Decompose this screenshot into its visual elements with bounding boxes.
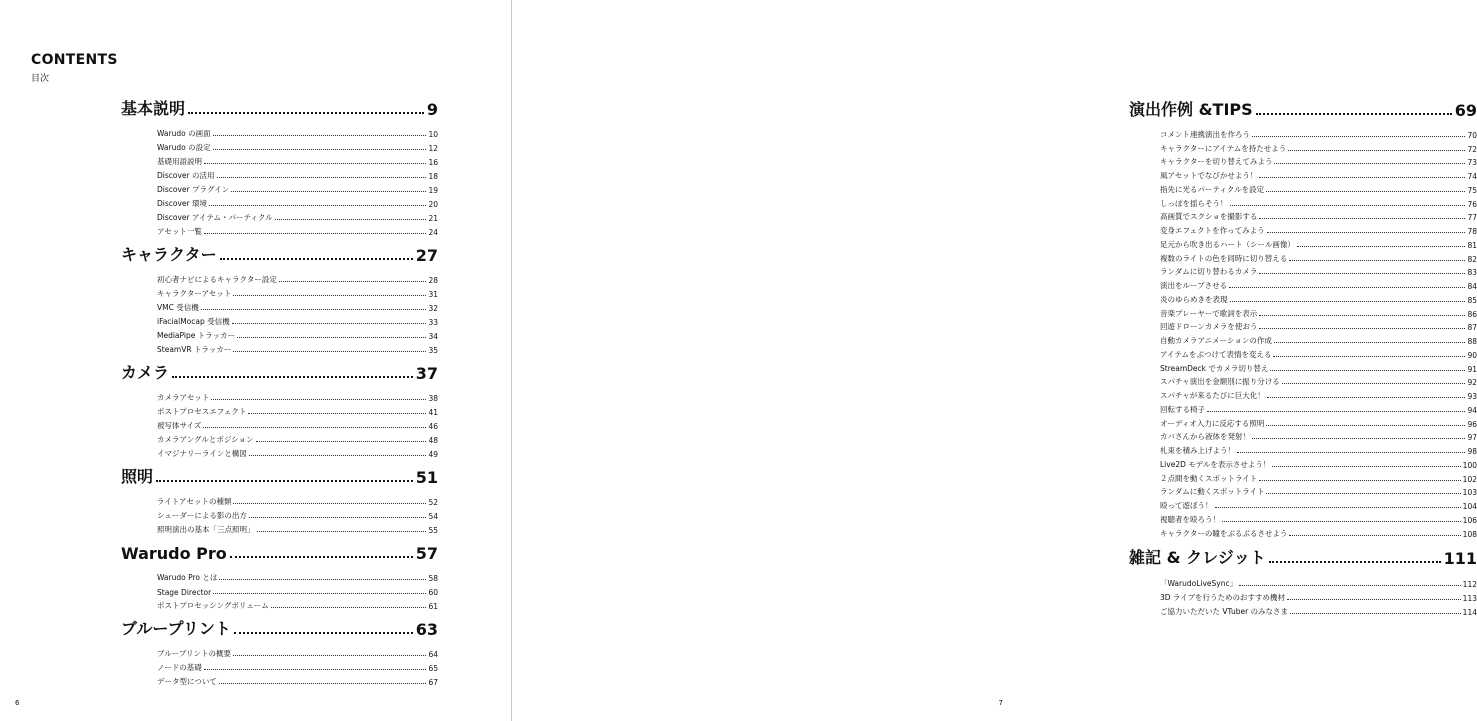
entry-title: アイテムをぶつけて表情を変える bbox=[1160, 349, 1272, 359]
toc-entry bbox=[1160, 401, 1477, 415]
entry-page-number: 33 bbox=[428, 318, 438, 327]
toc-section bbox=[121, 616, 438, 639]
page-number-right: 7 bbox=[998, 699, 1003, 707]
toc-entry bbox=[1160, 576, 1477, 590]
dot-leader bbox=[1289, 260, 1465, 261]
entry-page-number: 54 bbox=[428, 512, 438, 521]
entry-title: カメラアセット bbox=[157, 393, 210, 402]
toc-entry bbox=[157, 389, 438, 403]
entry-page-number: 78 bbox=[1467, 227, 1477, 236]
entry-title: 演出をループさせる bbox=[1160, 281, 1228, 290]
toc-entry bbox=[1160, 360, 1477, 374]
dot-leader bbox=[204, 669, 427, 670]
entry-title: 札束を積み上げよう！ bbox=[1160, 446, 1235, 455]
entry-title: Discover プラグイン bbox=[157, 185, 230, 194]
section-title: カメラ bbox=[121, 363, 170, 382]
dot-leader bbox=[1282, 383, 1466, 384]
entry-title: 「WarudoLiveSync」 bbox=[1160, 579, 1238, 589]
entry-title: しっぽを揺らそう！ bbox=[1160, 198, 1228, 208]
toc-entry bbox=[1160, 250, 1477, 264]
entry-page-number: 28 bbox=[428, 276, 438, 285]
toc-entry bbox=[157, 271, 438, 285]
toc-entry bbox=[1160, 236, 1477, 250]
entry-page-number: 106 bbox=[1462, 515, 1477, 525]
entry-title: Live2D モデルを表示させよう！ bbox=[1160, 459, 1271, 469]
entry-title: 初心者ナビによるキャラクター設定 bbox=[157, 275, 277, 284]
entry-title: 3D ライブを行うためのおすすめ機材 bbox=[1160, 593, 1286, 602]
dot-leader bbox=[1207, 411, 1465, 412]
entry-title: VMC 受信機 bbox=[157, 303, 199, 312]
entry-page-number: 72 bbox=[1467, 144, 1477, 154]
entry-page-number: 83 bbox=[1467, 268, 1477, 278]
dot-leader bbox=[1266, 191, 1465, 192]
dot-leader bbox=[232, 323, 427, 324]
dot-leader bbox=[213, 135, 427, 136]
entry-page-number: 21 bbox=[428, 214, 438, 223]
entry-title: 複数のライトの色を同時に切り替える bbox=[1160, 253, 1288, 263]
toc-entry bbox=[1160, 374, 1477, 388]
dot-leader bbox=[204, 163, 426, 164]
entry-page-number: 38 bbox=[428, 394, 438, 403]
entry-title: オーディオ入力に反応する照明 bbox=[1160, 418, 1265, 428]
section-page-number: 27 bbox=[415, 246, 438, 265]
entry-title: ブループリントの概要 bbox=[157, 649, 232, 658]
dot-leader bbox=[201, 309, 427, 310]
entry-page-number: 32 bbox=[428, 304, 438, 313]
entry-title: データ型について bbox=[157, 677, 217, 686]
toc-entry bbox=[157, 195, 438, 209]
dot-leader bbox=[204, 233, 427, 234]
entry-page-number: 98 bbox=[1467, 447, 1477, 456]
entry-page-number: 93 bbox=[1467, 392, 1477, 401]
entry-page-number: 65 bbox=[428, 664, 438, 673]
dot-leader bbox=[1259, 273, 1465, 274]
entry-page-number: 76 bbox=[1467, 199, 1477, 209]
entry-title: Stage Director bbox=[157, 588, 212, 597]
toc-section bbox=[1129, 96, 1477, 120]
entry-title: カメラアングルとポジション bbox=[157, 435, 254, 444]
dot-leader bbox=[1222, 521, 1461, 522]
entry-title: Warudo Pro とは bbox=[157, 573, 218, 582]
dot-leader bbox=[1290, 613, 1461, 614]
entry-title: 照明演出の基本「三点照明」 bbox=[157, 525, 255, 534]
toc-entry bbox=[1160, 195, 1477, 209]
entry-title: StreamDeck でカメラ切り替え bbox=[1160, 363, 1269, 373]
toc-entry bbox=[1160, 264, 1477, 278]
entry-page-number: 31 bbox=[428, 290, 438, 299]
toc-entry bbox=[1160, 511, 1477, 525]
toc-section bbox=[121, 96, 438, 119]
entry-title: キャラクターにアイテムを持たせよう bbox=[1160, 143, 1287, 153]
toc-entry bbox=[1160, 387, 1477, 401]
entry-title: イマジナリーラインと構図 bbox=[157, 449, 247, 458]
toc-section bbox=[121, 540, 438, 563]
entry-page-number: 87 bbox=[1467, 323, 1477, 333]
toc-entry bbox=[1160, 305, 1477, 319]
section-page-number: 69 bbox=[1454, 101, 1477, 120]
section-title: ブループリント bbox=[121, 619, 231, 638]
entry-title: Warudo の設定 bbox=[157, 143, 211, 152]
dot-leader bbox=[233, 503, 426, 504]
dot-leader bbox=[233, 295, 426, 296]
entry-page-number: 70 bbox=[1467, 130, 1477, 140]
toc-section bbox=[121, 242, 438, 265]
dot-leader bbox=[211, 399, 426, 400]
entry-page-number: 60 bbox=[428, 588, 438, 597]
entry-title: スパチャが来るたびに巨大化！ bbox=[1160, 391, 1265, 400]
entry-page-number: 58 bbox=[428, 574, 438, 583]
contents-subheading: 目次 bbox=[31, 74, 50, 84]
toc-entry bbox=[1160, 525, 1477, 539]
toc-entry bbox=[157, 507, 438, 521]
toc-entry bbox=[157, 431, 438, 445]
entry-page-number: 75 bbox=[1467, 185, 1477, 195]
toc-entry bbox=[157, 417, 438, 431]
entry-title: Warudo の画面 bbox=[157, 129, 211, 138]
toc-entry bbox=[1160, 277, 1477, 291]
toc-entry bbox=[1160, 484, 1477, 498]
toc-entry bbox=[1160, 167, 1477, 181]
dot-leader bbox=[249, 455, 427, 456]
dot-leader bbox=[1274, 342, 1466, 343]
dot-leader bbox=[188, 112, 424, 114]
toc-entry bbox=[157, 597, 438, 611]
entry-page-number: 16 bbox=[428, 158, 438, 167]
toc-entry bbox=[157, 167, 438, 181]
entry-page-number: 61 bbox=[428, 602, 438, 611]
dot-leader bbox=[156, 480, 413, 482]
entry-page-number: 82 bbox=[1467, 254, 1477, 264]
entry-page-number: 73 bbox=[1467, 158, 1477, 168]
dot-leader bbox=[1256, 113, 1452, 115]
dot-leader bbox=[1237, 452, 1465, 453]
entry-title: ライトアセットの種類 bbox=[157, 497, 232, 506]
toc-entry bbox=[1160, 442, 1477, 456]
entry-page-number: 34 bbox=[428, 332, 438, 341]
toc-entry bbox=[1160, 209, 1477, 223]
entry-page-number: 92 bbox=[1467, 378, 1477, 388]
entry-title: 足元から吹き出るハート（シール画像） bbox=[1160, 239, 1295, 249]
dot-leader bbox=[233, 351, 426, 352]
entry-page-number: 81 bbox=[1467, 240, 1477, 250]
section-title: 演出作例 &TIPS bbox=[1129, 100, 1253, 119]
entry-page-number: 18 bbox=[428, 172, 438, 181]
dot-leader bbox=[1266, 425, 1465, 426]
dot-leader bbox=[220, 258, 413, 260]
entry-page-number: 88 bbox=[1467, 337, 1477, 346]
toc-entry bbox=[1160, 346, 1477, 360]
dot-leader bbox=[231, 191, 426, 192]
dot-leader bbox=[230, 556, 413, 558]
toc-section bbox=[121, 464, 438, 487]
dot-leader bbox=[234, 632, 413, 634]
dot-leader bbox=[1229, 287, 1465, 288]
dot-leader bbox=[209, 205, 426, 206]
toc-entry bbox=[1160, 332, 1477, 346]
toc-entry bbox=[1160, 319, 1477, 333]
dot-leader bbox=[1269, 561, 1441, 563]
entry-title: Discover の活用 bbox=[157, 171, 215, 180]
entry-title: 音楽プレーヤーで歌詞を表示 bbox=[1160, 308, 1258, 318]
entry-page-number: 49 bbox=[428, 450, 438, 459]
entry-title: 回転する椅子 bbox=[1160, 404, 1205, 414]
entry-page-number: 104 bbox=[1462, 502, 1477, 511]
entry-title: SteamVR トラッカー bbox=[157, 345, 232, 354]
toc-left-column bbox=[121, 96, 438, 687]
dot-leader bbox=[1274, 163, 1465, 164]
toc-entry bbox=[157, 445, 438, 459]
dot-leader bbox=[1287, 599, 1461, 600]
section-page-number: 111 bbox=[1443, 548, 1477, 568]
section-page-number: 63 bbox=[415, 620, 438, 639]
toc-entry bbox=[1160, 456, 1477, 470]
entry-title: Discover アイテム・パーティクル bbox=[157, 213, 273, 222]
toc-entry bbox=[157, 125, 438, 139]
entry-title: ポストプロセッシングボリューム bbox=[157, 601, 269, 610]
entry-title: ノードの基礎 bbox=[157, 663, 202, 672]
dot-leader bbox=[256, 441, 427, 442]
dot-leader bbox=[233, 655, 426, 656]
entry-title: ご協力いただいた VTuber のみなさま bbox=[1160, 606, 1289, 616]
entry-page-number: 52 bbox=[428, 498, 438, 507]
toc-entry bbox=[157, 569, 438, 583]
dot-leader bbox=[1289, 535, 1460, 536]
dot-leader bbox=[1267, 397, 1466, 398]
entry-page-number: 35 bbox=[428, 346, 438, 355]
entry-page-number: 84 bbox=[1467, 282, 1477, 291]
dot-leader bbox=[219, 683, 427, 684]
dot-leader bbox=[1259, 177, 1465, 178]
entry-title: 自動カメラアニメーションの作成 bbox=[1160, 336, 1272, 345]
toc-entry bbox=[1160, 181, 1477, 195]
entry-page-number: 74 bbox=[1467, 172, 1477, 181]
dot-leader bbox=[237, 337, 426, 338]
toc-entry bbox=[157, 673, 438, 687]
entry-title: 視聴者を殴ろう！ bbox=[1160, 514, 1220, 524]
entry-title: シェーダーによる影の出方 bbox=[157, 511, 247, 520]
dot-leader bbox=[1270, 370, 1465, 371]
entry-page-number: 85 bbox=[1467, 295, 1477, 305]
dot-leader bbox=[219, 579, 426, 580]
entry-title: スパチャ演出を金額別に振り分ける bbox=[1160, 377, 1280, 387]
dot-leader bbox=[1230, 301, 1466, 302]
entry-page-number: 46 bbox=[428, 422, 438, 431]
entry-page-number: 10 bbox=[428, 130, 438, 139]
dot-leader bbox=[213, 149, 427, 150]
section-title: 雑記 & クレジット bbox=[1129, 547, 1266, 567]
dot-leader bbox=[1272, 466, 1460, 467]
dot-leader bbox=[279, 281, 427, 282]
entry-page-number: 113 bbox=[1462, 594, 1477, 603]
dot-leader bbox=[1252, 438, 1465, 439]
entry-page-number: 96 bbox=[1467, 419, 1477, 429]
right-page bbox=[512, 0, 1477, 721]
entry-title: 被写体サイズ bbox=[157, 421, 202, 430]
dot-leader bbox=[203, 427, 426, 428]
entry-page-number: 94 bbox=[1467, 405, 1477, 415]
toc-entry bbox=[157, 521, 438, 535]
toc-entry bbox=[157, 327, 438, 341]
section-page-number: 57 bbox=[415, 544, 438, 563]
dot-leader bbox=[1266, 493, 1460, 494]
entry-title: 指先に光るパーティクルを設定 bbox=[1160, 184, 1265, 194]
toc-entry bbox=[157, 583, 438, 597]
entry-page-number: 86 bbox=[1467, 309, 1477, 319]
entry-title: カバさんから液体を発射！ bbox=[1160, 432, 1250, 442]
entry-title: ２点間を動くスポットライト bbox=[1160, 473, 1258, 483]
entry-title: 回遊ドローンカメラを使おう bbox=[1160, 322, 1258, 332]
toc-entry bbox=[157, 493, 438, 507]
dot-leader bbox=[1259, 315, 1465, 316]
section-page-number: 9 bbox=[426, 100, 438, 119]
section-title: キャラクター bbox=[121, 245, 217, 264]
contents-heading: CONTENTS bbox=[31, 52, 118, 68]
dot-leader bbox=[217, 177, 427, 178]
dot-leader bbox=[275, 219, 427, 220]
toc-entry bbox=[1160, 589, 1477, 603]
page-number-left: 6 bbox=[15, 699, 20, 707]
entry-page-number: 91 bbox=[1467, 364, 1477, 374]
toc-entry bbox=[157, 209, 438, 223]
entry-page-number: 64 bbox=[428, 650, 438, 659]
entry-title: ランダムに動くスポットライト bbox=[1160, 487, 1265, 497]
toc-entry bbox=[1160, 222, 1477, 236]
entry-title: 高画質でスクショを撮影する bbox=[1160, 212, 1258, 222]
entry-page-number: 41 bbox=[428, 408, 438, 417]
entry-page-number: 90 bbox=[1467, 350, 1477, 360]
dot-leader bbox=[1288, 150, 1465, 151]
entry-title: アセット一覧 bbox=[157, 227, 202, 236]
toc-entry bbox=[1160, 415, 1477, 429]
toc-entry bbox=[157, 341, 438, 355]
toc-entry bbox=[1160, 497, 1477, 511]
entry-title: ランダムに切り替わるカメラ bbox=[1160, 267, 1258, 277]
dot-leader bbox=[271, 607, 427, 608]
left-page bbox=[0, 0, 511, 721]
dot-leader bbox=[1259, 480, 1460, 481]
entry-page-number: 19 bbox=[428, 186, 438, 195]
toc-entry bbox=[157, 181, 438, 195]
entry-title: ポストプロセスエフェクト bbox=[157, 407, 247, 416]
entry-title: 変身エフェクトを作ってみよう bbox=[1160, 226, 1265, 235]
dot-leader bbox=[248, 413, 426, 414]
section-page-number: 51 bbox=[415, 468, 438, 487]
dot-leader bbox=[1273, 356, 1465, 357]
entry-page-number: 97 bbox=[1467, 433, 1477, 443]
toc-entry bbox=[1160, 126, 1477, 140]
entry-title: 殴って遊ぼう！ bbox=[1160, 501, 1213, 510]
dot-leader bbox=[1297, 246, 1466, 247]
toc-entry bbox=[157, 223, 438, 237]
entry-page-number: 102 bbox=[1462, 474, 1477, 484]
entry-page-number: 112 bbox=[1462, 580, 1477, 590]
toc-entry bbox=[1160, 603, 1477, 617]
entry-page-number: 24 bbox=[428, 228, 438, 237]
dot-leader bbox=[213, 593, 426, 594]
toc-entry bbox=[1160, 470, 1477, 484]
entry-page-number: 114 bbox=[1462, 607, 1477, 617]
dot-leader bbox=[1259, 218, 1465, 219]
toc-entry bbox=[157, 403, 438, 417]
entry-title: コメント連携演出を作ろう bbox=[1160, 129, 1250, 139]
entry-title: MediaPipe トラッカー bbox=[157, 331, 236, 340]
entry-page-number: 103 bbox=[1462, 488, 1477, 498]
entry-page-number: 100 bbox=[1462, 460, 1477, 470]
section-title: Warudo Pro bbox=[121, 544, 227, 563]
toc-entry bbox=[157, 285, 438, 299]
toc-entry bbox=[157, 313, 438, 327]
entry-page-number: 108 bbox=[1462, 529, 1477, 539]
entry-title: 炎のゆらめきを表現 bbox=[1160, 294, 1228, 304]
toc-entry bbox=[1160, 154, 1477, 168]
entry-title: キャラクターを切り替えてみよう bbox=[1160, 157, 1273, 167]
dot-leader bbox=[1239, 585, 1461, 586]
entry-title: キャラクターの瞳をぶるぶるさせよう bbox=[1160, 528, 1288, 538]
entry-page-number: 55 bbox=[428, 526, 438, 535]
dot-leader bbox=[1252, 136, 1465, 137]
entry-title: 風アセットでなびかせよう！ bbox=[1160, 171, 1258, 180]
toc-entry bbox=[157, 659, 438, 673]
section-title: 基本説明 bbox=[121, 99, 186, 118]
toc-entry bbox=[157, 645, 438, 659]
toc-section bbox=[1129, 544, 1477, 568]
toc-right-column bbox=[1129, 96, 1477, 617]
toc-entry bbox=[1160, 429, 1477, 443]
entry-page-number: 12 bbox=[428, 144, 438, 153]
entry-title: iFacialMocap 受信機 bbox=[157, 317, 230, 326]
toc-entry bbox=[1160, 291, 1477, 305]
dot-leader bbox=[1215, 507, 1461, 508]
entry-title: キャラクターアセット bbox=[157, 289, 232, 298]
toc-entry bbox=[157, 153, 438, 167]
dot-leader bbox=[1259, 328, 1465, 329]
section-page-number: 37 bbox=[415, 364, 438, 383]
entry-page-number: 20 bbox=[428, 200, 438, 209]
toc-entry bbox=[1160, 140, 1477, 154]
entry-page-number: 48 bbox=[428, 436, 438, 445]
entry-page-number: 77 bbox=[1467, 213, 1477, 223]
entry-page-number: 67 bbox=[428, 678, 438, 687]
section-title: 照明 bbox=[121, 467, 154, 486]
dot-leader bbox=[1230, 205, 1466, 206]
toc-section bbox=[121, 360, 438, 383]
entry-title: Discover 環境 bbox=[157, 199, 207, 208]
dot-leader bbox=[1267, 232, 1466, 233]
dot-leader bbox=[172, 376, 413, 378]
dot-leader bbox=[249, 517, 427, 518]
toc-entry bbox=[157, 299, 438, 313]
dot-leader bbox=[257, 531, 427, 532]
entry-title: 基礎用語説明 bbox=[157, 157, 202, 166]
toc-entry bbox=[157, 139, 438, 153]
